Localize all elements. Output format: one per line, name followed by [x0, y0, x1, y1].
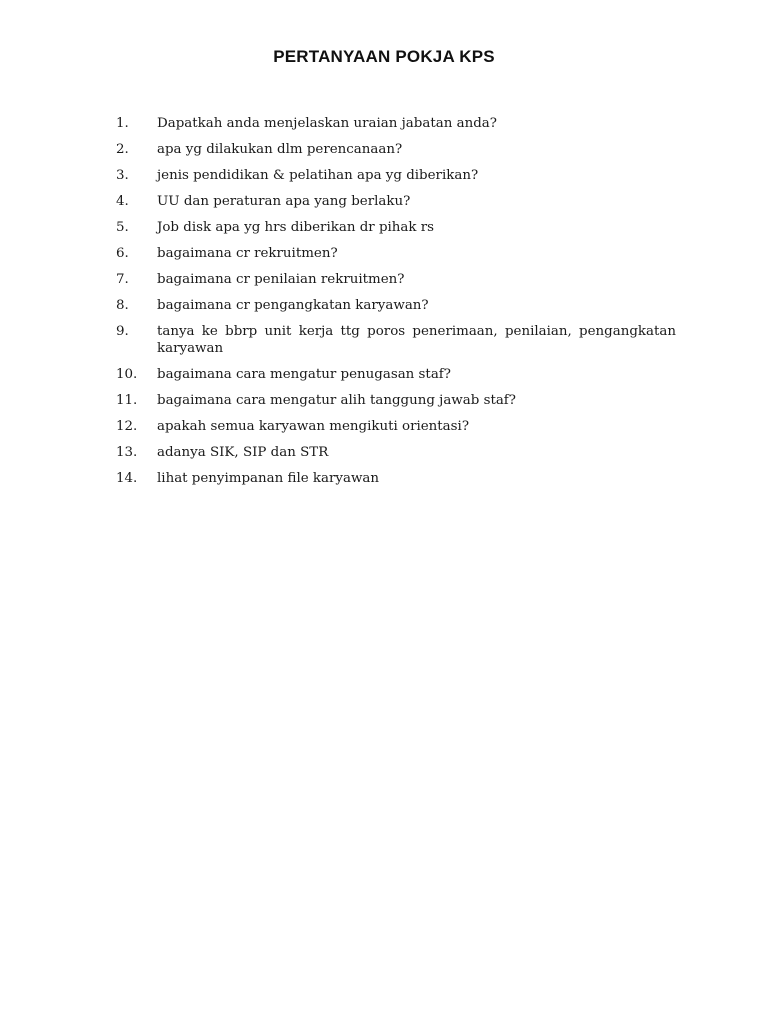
question-text: bagaimana cr rekruitmen?: [157, 246, 338, 261]
question-number: 10.: [116, 367, 138, 382]
question-item: [116, 167, 676, 184]
question-item: [116, 193, 676, 210]
question-item: [116, 392, 676, 409]
question-text: bagaimana cr pengangkatan karyawan?: [157, 298, 429, 313]
question-number: 5.: [116, 220, 129, 235]
question-item: [116, 297, 676, 314]
question-item: [116, 418, 676, 435]
question-number: 2.: [116, 142, 129, 157]
question-number: 8.: [116, 298, 129, 313]
question-item: [116, 115, 676, 132]
question-number: 11.: [116, 393, 138, 408]
question-item: [116, 141, 676, 158]
question-item: [116, 323, 676, 357]
question-text: jenis pendidikan & pelatihan apa yg diberikan?: [157, 168, 479, 183]
question-number: 6.: [116, 246, 129, 261]
question-item: [116, 366, 676, 383]
question-text: apakah semua karyawan mengikuti orientasi?: [157, 419, 469, 434]
question-number: 1.: [116, 116, 129, 131]
question-text: adanya SIK, SIP dan STR: [157, 445, 329, 460]
question-text: bagaimana cara mengatur alih tanggung jawab staf?: [157, 393, 516, 408]
question-text: Dapatkah anda menjelaskan uraian jabatan anda?: [157, 116, 497, 131]
question-text: apa yg dilakukan dlm perencanaan?: [157, 142, 403, 157]
question-text: tanya ke bbrp unit kerja ttg poros penerimaan, penilaian, pengangkatan karyawan: [157, 324, 676, 356]
question-number: 13.: [116, 445, 138, 460]
question-item: [116, 219, 676, 236]
question-number: 4.: [116, 194, 129, 209]
question-text: UU dan peraturan apa yang berlaku?: [157, 194, 411, 209]
question-number: 3.: [116, 168, 129, 183]
question-text: bagaimana cr penilaian rekruitmen?: [157, 272, 405, 287]
question-number: 9.: [116, 324, 129, 339]
question-text: bagaimana cara mengatur penugasan staf?: [157, 367, 451, 382]
question-item: [116, 444, 676, 461]
question-list: [116, 115, 676, 496]
question-number: 14.: [116, 471, 138, 486]
question-item: [116, 245, 676, 262]
question-item: [116, 470, 676, 487]
question-text: lihat penyimpanan file karyawan: [157, 471, 380, 486]
question-number: 12.: [116, 419, 138, 434]
document-title: PERTANYAAN POKJA KPS: [273, 47, 495, 66]
question-text: Job disk apa yg hrs diberikan dr pihak rs: [157, 220, 435, 235]
question-number: 7.: [116, 272, 129, 287]
question-item: [116, 271, 676, 288]
